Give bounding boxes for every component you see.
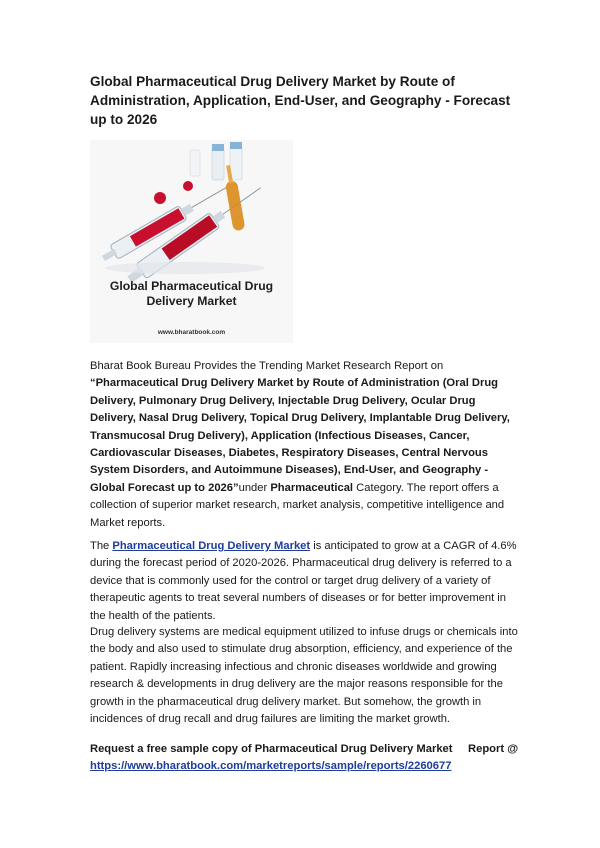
syringe-and-vials-illustration [90,140,293,343]
drug-delivery-paragraph: Drug delivery systems are medical equipment utilized to infuse drugs or chemicals into the body and also used to stimulate drug absorption, efficiency, and experience of the patient. Rapidly increasing infectious and chronic diseases worldwide and growing research & developments in drug delivery are the major reasons responsible for the growth in the pharmaceutical drug delivery market. But somehow, the growth in incidences of drug recall and drug failures are limiting the market growth. [90,626,518,726]
intro-lead: Bharat Book Bureau Provides the Trending Market Research Report on [90,360,444,372]
sample-request-link[interactable]: https://www.bharatbook.com/marketreports/sample/reports/2260677 [90,760,452,773]
category-name: Pharmaceutical [270,481,354,494]
report-title-bold: “Pharmaceutical Drug Delivery Market by Route of Administration (Oral Drug Delivery, Pulmonary Drug Delivery, Injectable Drug Delivery, Ocular Drug Delivery, Nasal Drug Delivery, Topical Drug Delivery, Implantable Drug Delivery, Transmucosal Drug Delivery), Application (Infectious Diseases, Cancer, Cardiovascular Diseases, Diabetes, Respiratory Diseases, Central Nervous System Disorders, and Autoimmune Diseases), End-User, and Geography - Global Forecast up to 2026” [90,377,510,494]
document-title: Global Pharmaceutical Drug Delivery Market by Route of Administration, Application, End-User, and Geography - Forecast up to 2026 [90,74,511,127]
intro-tail: Category. The report offers a collection of superior market research, market analysis, competitive intelligence and Market reports. [90,481,505,529]
market-overview-paragraph [90,538,520,625]
cover-url: www.bharatbook.com [157,329,226,336]
cover-heading: Global Pharmaceutical Drug Delivery Market [109,279,274,308]
overview-lead: The [90,540,113,552]
market-link[interactable]: Pharmaceutical Drug Delivery Market [112,540,311,552]
intro-paragraph [90,358,520,532]
intro-under: under [238,481,271,494]
sample-request-text: Request a free sample copy of Pharmaceutical Drug Delivery Market Report @ [90,743,519,755]
report-cover-image [90,140,293,343]
sample-request-block [90,741,520,776]
overview-tail: is anticipated to grow at a CAGR of 4.6% during the forecast period of 2020-2026. Pharmaceutical drug delivery is referred to a device that is commonly used for the control or target drug delivery of a variety of therapeutic agents to treat several numbers of diseases or for better improvement in the health of the patients. [90,540,517,622]
